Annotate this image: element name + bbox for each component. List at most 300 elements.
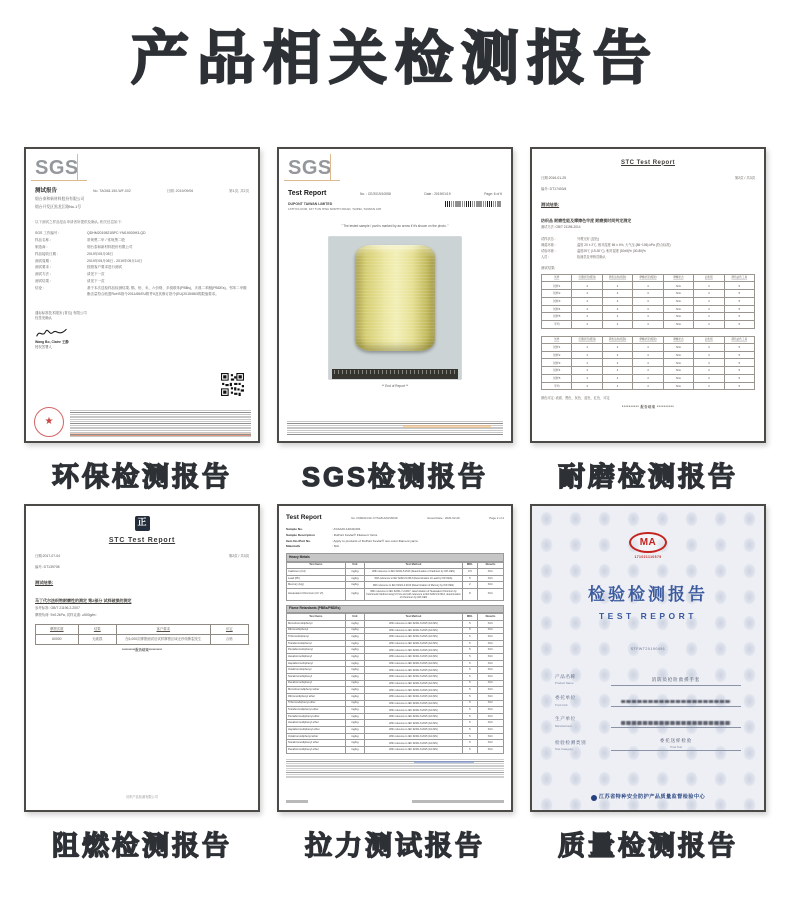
condition-label: 人员 :	[541, 255, 550, 260]
test-heading: 纺织品 耐磨性能及摩擦色牢度 耐磨损时间判定测定	[541, 218, 632, 224]
test-method: With reference to IEC 62321-6:2015 (GC-MS)	[365, 700, 463, 707]
column-header: 仪器状况(级别)	[572, 336, 602, 343]
doc-wear-report	[530, 147, 766, 443]
test-conditions	[541, 236, 755, 260]
test-method: With reference to IEC 62321-6:2015 (GC-MS)	[365, 634, 463, 641]
client-requirement: 在6,000次摩擦测试后试样摩擦区域无纱线断裂发生	[116, 635, 210, 645]
test-method: With reference to IEC 62321-6:2015 (GC-MS)	[365, 713, 463, 720]
unit: mg/kg	[345, 693, 365, 700]
sample-photo	[329, 237, 461, 379]
end-of-report: **********报告结束**********	[122, 648, 162, 653]
unit: mg/kg	[345, 620, 365, 627]
form-row-category	[555, 738, 741, 752]
page-title: 产品相关检测报告	[130, 26, 659, 91]
mdl: 5	[462, 673, 477, 680]
mdl: 5	[462, 700, 477, 707]
result: N.D.	[477, 687, 503, 694]
sgs-logo-text: SGS	[288, 156, 332, 179]
table-row	[287, 647, 504, 654]
table-row	[287, 740, 504, 747]
field-row	[35, 265, 249, 270]
label-cn: 委托单位	[555, 695, 576, 701]
caption-env: 环保检测报告	[52, 461, 232, 492]
mdl: 5	[462, 740, 477, 747]
footer-marks	[286, 797, 504, 802]
mdl: 5	[462, 640, 477, 647]
label-cn: 检验检测类别	[555, 739, 587, 745]
mdl: 5	[462, 627, 477, 634]
table-row: 试样3 4 4 4 N/A 4 5	[542, 359, 755, 367]
field-value: 常规黑二甲 / 常规黑二股	[87, 238, 125, 242]
unit: mg/kg	[345, 747, 365, 754]
test-item: Monobromodiphenyl ether	[287, 687, 346, 694]
mdl: 5	[462, 667, 477, 674]
table-row: 试样5 4 4 4 N/A 4 5	[542, 374, 755, 382]
report-page: 第1页, 共2页	[229, 188, 249, 193]
table-row	[287, 673, 504, 680]
result: N.D.	[477, 660, 503, 667]
field-label: 测试要求 :	[35, 265, 51, 270]
unit: mg/kg	[345, 687, 365, 694]
cell-tensile	[277, 504, 513, 873]
field-label: SGS 工作编号 :	[35, 231, 60, 236]
result: N.D.	[477, 707, 503, 714]
section-heavy-metals: Heavy Metals	[286, 553, 504, 562]
section-flame-retardants: Flame Retardants (PBBs/PBDEs)	[286, 605, 504, 614]
report-number: No. F690101/LF-CTSA/KA20/16049	[351, 515, 398, 520]
flame-table	[35, 624, 249, 645]
result: N.D.	[477, 700, 503, 707]
test-standard: 参考标准: GB/T 21196.2-2007	[35, 605, 80, 610]
unit: mg/kg	[345, 740, 365, 747]
unit: mg/kg	[345, 660, 365, 667]
test-item: Pentabromodiphenyl ether	[287, 713, 346, 720]
cell-env	[24, 147, 260, 504]
redacted-value	[621, 721, 730, 725]
table-row	[287, 569, 504, 576]
report-meta-row	[35, 554, 249, 559]
result: N.D.	[477, 747, 503, 754]
report-header-row	[286, 513, 504, 523]
test-method: With reference to IEC 62321-6:2015 (GC-MS)	[365, 720, 463, 727]
conclusion-label: 结论 :	[35, 286, 44, 291]
unit: mg/kg	[345, 733, 365, 740]
field-label: 样品接收日期 :	[35, 251, 58, 256]
sample-name: 试样1	[542, 343, 572, 351]
sample-name: 试样4	[542, 305, 572, 313]
column-header: 颜色沾色(级别)	[602, 275, 632, 282]
column-header: 颜色沾色工具	[724, 275, 754, 282]
column-header: 摩擦次数	[36, 624, 79, 634]
test-method: 测试方法: GB/T 21196-2014	[541, 225, 581, 230]
meta-label: Sample No.	[286, 527, 303, 532]
condition-row	[541, 243, 755, 248]
cycles-value: 60000	[36, 635, 79, 645]
table-row: 试样1 4 4 4 N/A 4 5	[542, 343, 755, 351]
fine-print	[70, 410, 251, 437]
column-header: 摩擦状态	[663, 275, 693, 282]
star-icon: ★	[44, 415, 54, 427]
field-row	[35, 231, 249, 236]
cma-logo	[542, 516, 754, 560]
column-header: 试样	[542, 336, 572, 343]
field-label: 制造商 :	[35, 244, 48, 249]
unit: mg/kg	[345, 640, 365, 647]
meta-value: : DuPont Kevlar® Filament Yarns	[332, 533, 378, 538]
table-row	[287, 660, 504, 667]
condition-label: 试样状态 :	[541, 237, 556, 242]
report-date: Date : 2019/01/19	[424, 191, 451, 196]
wear-table-2	[541, 336, 755, 391]
test-item: Heptabromobiphenyl	[287, 660, 346, 667]
table-row	[287, 620, 504, 627]
field-row	[35, 259, 249, 264]
table-label: 测试结果:	[541, 265, 556, 270]
round-stamp-icon	[34, 407, 64, 437]
column-header: 结果	[78, 624, 116, 634]
meta-value: : AYAA20-14049-001	[332, 527, 361, 532]
fine-print	[287, 421, 503, 436]
field-label: 测试结果 :	[35, 279, 51, 284]
sample-name: 平均	[542, 382, 572, 390]
table-row: 平均 4 4 4 N/A 4 5	[542, 320, 755, 328]
sample-name: 试样3	[542, 297, 572, 305]
report-page: Page: 6 of 6	[484, 191, 502, 196]
test-item: Heptabromodiphenyl ether	[287, 727, 346, 734]
issuer-logo-icon	[591, 795, 597, 801]
test-method: With reference to IEC 62321-6:2015 (GC-MS)	[365, 667, 463, 674]
meta-row	[286, 533, 504, 538]
table-row: 试样3 4 4 4 N/A 4 5	[542, 297, 755, 305]
table-row	[287, 589, 504, 601]
condition-row	[541, 237, 755, 242]
test-method: With reference to IEC 62321-6:2015 (GC-MS)	[365, 660, 463, 667]
result: N.D.	[477, 727, 503, 734]
test-method: With reference to IEC 62321-6:2015 (GC-MS)	[365, 680, 463, 687]
signer-name: Wang Bo, Claire 王静	[35, 340, 69, 345]
table-row: 试样1 4 4 4 N/A 4 5	[542, 282, 755, 290]
unit: mg/kg	[345, 627, 365, 634]
mdl: 5	[462, 720, 477, 727]
result: N.D.	[477, 589, 503, 601]
test-method: With reference to IEC 62321-6:2015 (GC-MS)	[365, 707, 463, 714]
report-title: STC Test Report	[108, 536, 176, 544]
column-header: 仪器状况(级别)	[572, 275, 602, 282]
result: N.D.	[477, 640, 503, 647]
test-item: Decabromobiphenyl	[287, 680, 346, 687]
meta-value: : N/A	[332, 544, 339, 549]
test-load: 摩擦负荷: 9±0.2kPa, 试样克重: ≥500g/m²	[35, 612, 97, 617]
test-item: Hexabromobiphenyl	[287, 654, 346, 661]
report-number: No. : CE/2019/10058	[359, 191, 391, 196]
column-header: 颜色沾色工具	[724, 336, 754, 343]
cert-number: STFWT20190491	[630, 647, 666, 652]
result-value: 无破损	[78, 635, 116, 645]
field-row	[35, 272, 249, 277]
color-note: 颜色评定: 表面、黑色、灰色、蓝色、红色、评定	[541, 396, 610, 401]
test-method: With reference to IEC 62321-5:2013 (Determination of Cadmium by ICP-OES)	[365, 569, 463, 576]
company-name: DUPONT TAIWAN LIMITED	[288, 202, 333, 207]
office-signoff: 经签发确认	[35, 315, 52, 320]
mdl: 5	[462, 647, 477, 654]
caption-tensile: 拉力测试报告	[305, 830, 485, 861]
column-header: 沾色级	[694, 336, 724, 343]
results-label: 测试结果:	[35, 580, 54, 586]
table-row	[287, 680, 504, 687]
issued-date: Issued Date : 2020-02-29	[427, 515, 460, 520]
mdl: 5	[462, 654, 477, 661]
column-header: 摩擦状态	[663, 336, 693, 343]
field-value: 烟台泰和新材料股份有限公司	[87, 244, 133, 249]
verdict-value: 合格	[210, 635, 248, 645]
field-label: 测试周期 :	[35, 258, 51, 263]
caption-flame: 阻燃检测报告	[52, 830, 232, 861]
field-value: 2019年05月08日	[87, 251, 114, 256]
test-item: Monobromobiphenyl	[287, 620, 346, 627]
form-row-manufacturer	[555, 716, 741, 728]
issuer-name: 江苏省特种安全防护产品质量监督检验中心	[598, 793, 706, 800]
meta-value: : Apply to products of DuPont Kevlar® non-color filament yarns	[332, 538, 418, 543]
table-row	[287, 654, 504, 661]
field-row	[35, 245, 249, 250]
test-item: Hexabromodiphenyl ether	[287, 720, 346, 727]
mdl: 2	[462, 582, 477, 589]
unit: mg/kg	[345, 680, 365, 687]
report-date: 日期:2017-07-04	[35, 554, 61, 559]
table-row	[287, 700, 504, 707]
fine-print	[286, 759, 504, 779]
form-row-trust-unit	[555, 695, 741, 707]
condition-label: 调湿环境 :	[541, 243, 556, 248]
test-item: Octabromobiphenyl	[287, 667, 346, 674]
table-row	[287, 733, 504, 740]
test-method: With reference to IEC 62321-6:2015 (GC-MS)	[365, 687, 463, 694]
table-row	[287, 640, 504, 647]
label-en: Product Name	[555, 681, 574, 686]
signature-icon	[35, 326, 71, 340]
report-number: No. TAO68-150-WF-002	[92, 188, 131, 193]
mdl: 5	[462, 693, 477, 700]
unit: mg/kg	[345, 713, 365, 720]
result: N.D.	[477, 713, 503, 720]
table-row: 试样4 4 4 4 N/A 4 5	[542, 305, 755, 313]
caption-quality: 质量检测报告	[558, 830, 738, 861]
report-page: 第2页 / 共3页	[734, 175, 755, 180]
issuer-footer	[540, 794, 756, 802]
result: N.D.	[477, 680, 503, 687]
column-header: 颜色沾色(级别)	[602, 336, 632, 343]
company-address: 13TH FLOOR, 167 TUN HWA NORTH ROAD, TAIPEI, TAIWAN 105	[288, 207, 382, 212]
table-row: 试样4 4 4 4 N/A 4 5	[542, 367, 755, 375]
unit: mg/kg	[345, 634, 365, 641]
report-title: STC Test Report	[620, 159, 676, 166]
test-method: With reference to IEC 62321-7-2:2017, determination of Hexavalent Chromium by Colorimetric Method using UV-Vis and with reference to IEC 62321-5:2013, determination of Chromium by ICP-OES	[366, 589, 461, 599]
table-row	[287, 575, 504, 582]
field-label: 测试方法 :	[35, 272, 51, 277]
field-row	[35, 279, 249, 284]
test-item: Dibromodiphenyl ether	[287, 693, 346, 700]
office-name: 通标标准技术服务 (青岛) 有限公司	[35, 310, 87, 315]
report-header-row	[35, 187, 249, 195]
column-header: 沾色级	[694, 275, 724, 282]
cma-number: 171021110579	[634, 554, 662, 559]
cell-flame	[24, 504, 260, 873]
stc-logo	[135, 516, 150, 531]
condition-value: 温度25℃ (19-30℃), 相对湿度 (50±5)% (30-80)%	[577, 249, 646, 254]
unit: mg/kg	[345, 569, 365, 576]
test-item: Tetrabromobiphenyl	[287, 640, 346, 647]
meta-row	[286, 539, 504, 544]
test-method: With reference to IEC 62321-6:2015 (GC-MS)	[365, 740, 463, 747]
field-value: 请见下一页	[87, 279, 105, 284]
test-method: With reference to IEC 62321-6:2015 (GC-MS)	[365, 620, 463, 627]
results-label: 测试结果:	[541, 201, 560, 207]
field-value: QDHM2019821BPC·YM19000H3-QD	[87, 231, 146, 236]
table-row	[287, 713, 504, 720]
end-of-report: ** End of Report **	[381, 383, 409, 388]
caption-wear: 耐磨检测报告	[558, 461, 738, 492]
cert-title-en: TEST REPORT	[598, 611, 697, 622]
redacted-value	[621, 700, 730, 704]
table-row	[287, 693, 504, 700]
doc-sgs-report	[277, 147, 513, 443]
doc-chem-report	[277, 504, 513, 812]
field-value: 消防员抢险救援手套	[651, 676, 701, 682]
result: N.D.	[477, 733, 503, 740]
report-meta-row	[541, 176, 755, 181]
column-header: 摩擦状况(级别)	[633, 275, 663, 282]
test-item: Decabromodiphenyl ether	[287, 747, 346, 754]
blank-area	[35, 653, 249, 795]
mdl: 5	[462, 660, 477, 667]
cma-text: MA	[639, 536, 657, 548]
field-value: 按照客户要求进行测试	[87, 265, 122, 270]
intro-line: 以下测试之样品是由申请者所提供及确认, 相关信息如下:	[35, 220, 122, 225]
test-item: Octabromodiphenyl ether	[287, 733, 346, 740]
cert-form	[542, 664, 754, 751]
doc-footer	[34, 407, 251, 437]
column-header: 摩擦状况(级别)	[633, 336, 663, 343]
meta-row	[286, 544, 504, 549]
unit: mg/kg	[345, 582, 365, 589]
mdl: 5	[462, 733, 477, 740]
qr-code-icon	[221, 373, 244, 396]
sgs-logo	[288, 156, 332, 179]
test-method: With reference to IEC 62321-6:2015 (GC-MS)	[365, 647, 463, 654]
test-item: Tetrabromodiphenyl ether	[287, 707, 346, 714]
photo-note: " The tested sample / part is marked by an arrow if it's shown on the photo. "	[341, 224, 449, 229]
test-item: Tribromodiphenyl ether	[287, 700, 346, 707]
unit: mg/kg	[345, 647, 365, 654]
report-header-row	[288, 189, 502, 200]
report-date: 日期:2016-01-25	[541, 175, 567, 180]
result: N.D.	[477, 720, 503, 727]
test-method: With reference to IEC 62321-6:2015 (GC-MS)	[365, 654, 463, 661]
test-method: With reference to IEC 62321-6:2015 (GC-MS)	[365, 640, 463, 647]
unit: mg/kg	[345, 654, 365, 661]
table-row: 试样5 4 4 4 N/A 4 5	[542, 313, 755, 321]
condition-row	[541, 255, 755, 260]
table-row: 试样2 4 4 4 N/A 4 5	[542, 290, 755, 298]
sample-meta	[286, 526, 504, 549]
cell-sgs	[277, 147, 513, 504]
sample-name: 试样4	[542, 367, 572, 375]
condition-row	[541, 249, 755, 254]
table-row	[287, 687, 504, 694]
test-item: Dibromobiphenyl	[287, 627, 346, 634]
condition-value: 检测员及审核员确认	[577, 255, 606, 260]
conclusion-text: 基于本次送检样品检测结果, 镉、铅、汞、六价铬、多溴联苯(PBBs)、多溴二苯醚(PBDEs)、邻苯二甲酸酯含量符合欧盟RoHS指令2011/65/EU附件II及其修订指令(EU)2015/863的限值要求。	[87, 286, 247, 296]
sample-name: 试样5	[542, 313, 572, 321]
meta-row	[286, 527, 504, 532]
unit: mg/kg	[345, 707, 365, 714]
table-row	[287, 667, 504, 674]
mdl: 5	[462, 707, 477, 714]
test-method: With reference to IEC 62321-4:2013 (Determination of Mercury by ICP-OES)	[365, 582, 463, 589]
table-row	[36, 635, 249, 645]
field-value: 委托送样检验	[659, 737, 693, 743]
unit: mg/kg	[345, 575, 365, 582]
sgs-logo	[35, 156, 79, 179]
test-method: With reference to IEC 62321-6:2015 (GC-MS)	[365, 747, 463, 754]
meta-label: Sample Description	[286, 533, 315, 538]
unit: mg/kg	[345, 673, 365, 680]
table-row: 试样2 4 4 4 N/A 4 5	[542, 351, 755, 359]
barcode-icon	[445, 201, 501, 207]
caption-sgs: SGS检测报告	[301, 461, 489, 492]
yellow-yarn-spool	[355, 245, 435, 351]
result: N.D.	[477, 575, 503, 582]
table-header-row: Test Items Unit Test Method MDL Results	[287, 562, 504, 569]
stc-logo-glyph: 正	[137, 517, 147, 528]
end-of-report: ********** 报告结束 **********	[621, 405, 675, 410]
cell-quality	[530, 504, 766, 873]
result: N.D.	[477, 693, 503, 700]
wear-table-1	[541, 274, 755, 329]
test-method: With reference to IEC 62321-6:2015 (GC-MS)	[365, 673, 463, 680]
report-page: 第2页 / 共3页	[228, 554, 249, 559]
mdl: 5	[462, 680, 477, 687]
unit: mg/kg	[345, 727, 365, 734]
field-label: 样品名称 :	[35, 238, 51, 242]
report-date: 日期: 2019/09/06	[166, 188, 194, 193]
report-grid	[0, 147, 790, 873]
test-method: With reference to IEC 62321-6:2015 (GC-MS)	[365, 693, 463, 700]
mdl: 5	[462, 575, 477, 582]
report-number: 编号: DT139708	[35, 565, 60, 570]
doc-flame-report	[24, 504, 260, 812]
doc-env-report	[24, 147, 260, 443]
company-address: 烟台开发区黑龙江路No.1号	[35, 204, 81, 209]
result: N.D.	[477, 740, 503, 747]
result: N.D.	[477, 582, 503, 589]
report-fields	[35, 230, 249, 285]
test-item: Pentabromobiphenyl	[287, 647, 346, 654]
mdl: 5	[462, 634, 477, 641]
table-row	[287, 582, 504, 589]
table-row	[287, 707, 504, 714]
company-name: 烟台泰和新材料股份有限公司	[35, 196, 85, 201]
mdl: 5	[462, 620, 477, 627]
test-item: Nonabromobiphenyl	[287, 673, 346, 680]
result: N.D.	[477, 569, 503, 576]
test-heading: 马丁代尔法织物耐磨性的测定 第2部分 试样破损的测定	[35, 597, 132, 603]
unit: mg/kg	[345, 667, 365, 674]
column-header: 客户要求	[116, 624, 210, 634]
table-row	[287, 747, 504, 754]
result: N.D.	[477, 667, 503, 674]
report-title: Test Report	[286, 513, 322, 521]
